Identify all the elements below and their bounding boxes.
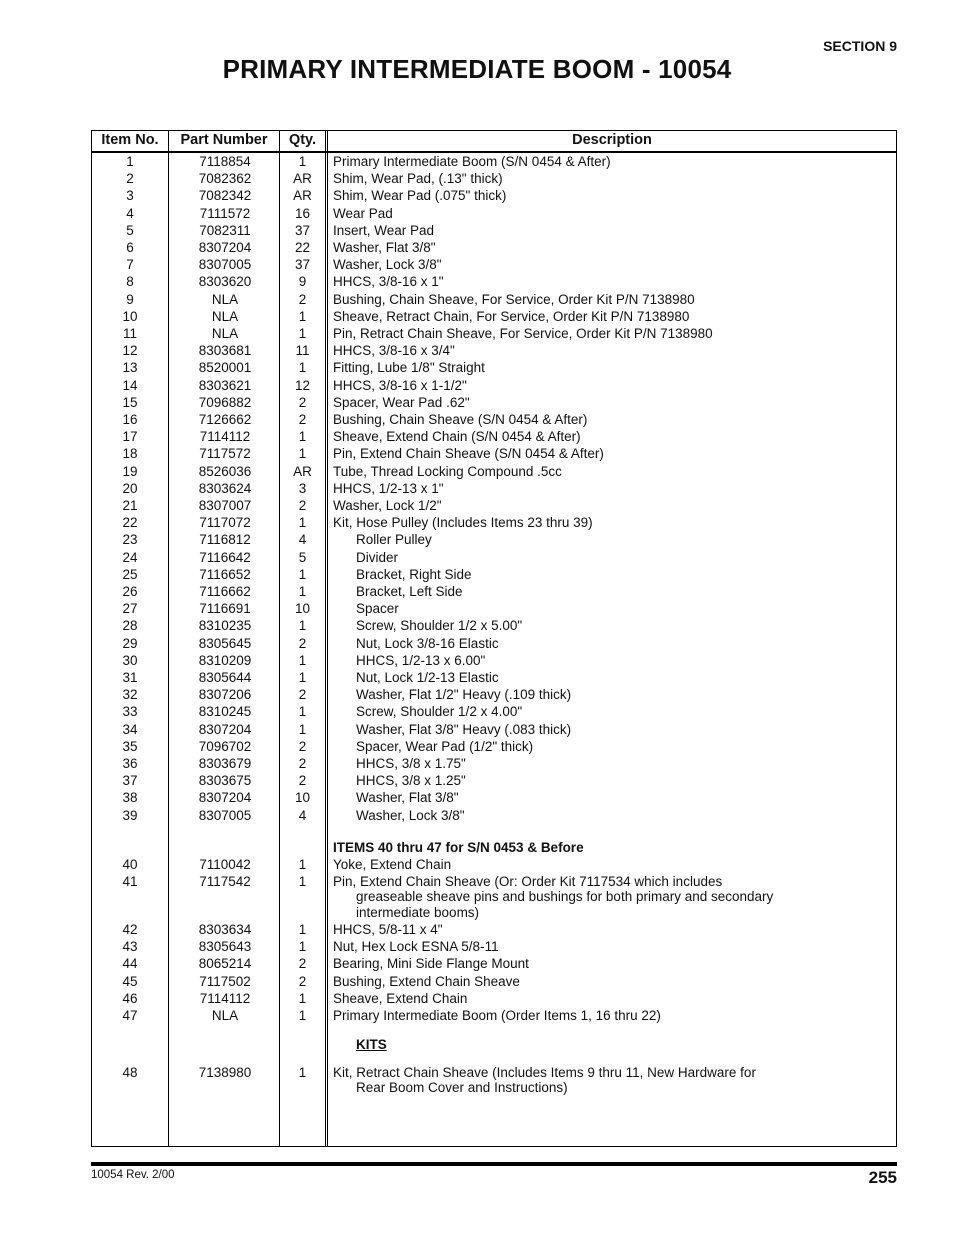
item-number-cell: 12 [122, 343, 138, 359]
description-continuation: intermediate booms) [356, 905, 480, 920]
table-row [92, 652, 896, 669]
part-number-cell: 7114112 [199, 429, 251, 445]
description-cell: Yoke, Extend Chain [333, 857, 452, 872]
description-cell: Pin, Extend Chain Sheave (Or: Order Kit 7117534 which includes [333, 874, 723, 889]
part-number-cell: 7126662 [198, 412, 252, 427]
serial-note: ITEMS 40 thru 47 for S/N 0453 & Before [333, 840, 584, 855]
table-row [92, 239, 896, 256]
part-number-cell: 8305644 [198, 670, 252, 685]
item-number-cell: 39 [122, 807, 138, 823]
qty-cell: 9 [298, 274, 307, 290]
part-number-cell: 8307005 [198, 257, 252, 273]
table-row [92, 921, 896, 938]
qty-cell: 2 [298, 412, 307, 427]
description-cell: Bracket, Left Side [356, 584, 463, 599]
item-number-cell: 1 [126, 154, 134, 169]
table-row [92, 256, 896, 273]
qty-cell: 1 [298, 1065, 307, 1080]
qty-cell: 2 [298, 956, 307, 972]
table-row [92, 377, 896, 394]
description-cell: Sheave, Extend Chain (S/N 0454 & After) [333, 429, 581, 445]
qty-cell: 3 [298, 480, 307, 496]
qty-cell: 1 [298, 652, 307, 668]
part-number-cell: 7117542 [199, 874, 251, 889]
description-cell: Bracket, Right Side [356, 566, 472, 582]
part-number-cell: 7116662 [199, 584, 251, 599]
item-number-cell: 24 [122, 549, 138, 565]
item-number-cell: 35 [122, 738, 138, 754]
table-row [92, 955, 896, 972]
part-number-cell: 8310209 [198, 652, 252, 668]
description-cell: Sheave, Extend Chain [333, 990, 468, 1006]
description-continuation: greaseable sheave pins and bushings for both primary and secondary [356, 889, 774, 904]
item-number-cell: 4 [126, 205, 134, 221]
item-number-cell: 41 [122, 874, 138, 889]
description-continuation: Rear Boom Cover and Instructions) [356, 1080, 568, 1095]
description-cell: Kit, Hose Pulley (Includes Items 23 thru 39) [333, 515, 593, 531]
part-number-cell: 8307204 [198, 721, 252, 737]
item-number-cell: 30 [122, 652, 138, 668]
item-number-cell: 22 [122, 515, 138, 531]
item-number-cell: 25 [122, 566, 138, 582]
table-row [92, 566, 896, 583]
description-cell: Washer, Flat 3/8" Heavy (.083 thick) [356, 721, 572, 737]
table-row [92, 938, 896, 955]
qty-cell: 1 [298, 308, 307, 324]
item-number-cell: 10 [122, 308, 138, 324]
item-number-cell: 26 [122, 584, 138, 599]
table-row [92, 308, 896, 325]
description-cell: Spacer, Wear Pad .62" [333, 394, 470, 410]
part-number-cell: NLA [211, 1008, 239, 1023]
table-row [92, 463, 896, 480]
part-number-cell: 7118854 [199, 154, 251, 169]
qty-cell: 16 [294, 205, 311, 221]
table-row [92, 1007, 896, 1024]
header-part-number: Part Number [180, 132, 268, 148]
part-number-cell: 7116691 [199, 601, 251, 617]
qty-cell: 12 [294, 377, 311, 393]
table-row [92, 342, 896, 359]
description-cell: Insert, Wear Pad [333, 222, 435, 238]
table-row [92, 445, 896, 462]
part-number-cell: 8526036 [198, 463, 252, 479]
item-number-cell: 17 [122, 429, 138, 445]
table-row [92, 170, 896, 187]
qty-cell: 22 [294, 240, 311, 255]
description-cell: Nut, Lock 3/8-16 Elastic [356, 635, 499, 651]
description-cell: Shim, Wear Pad (.075" thick) [333, 188, 507, 204]
part-number-cell: 8303675 [198, 773, 252, 789]
table-row [92, 273, 896, 290]
description-cell: HHCS, 3/8 x 1.25" [356, 773, 466, 789]
table-row [92, 497, 896, 514]
item-number-cell: 27 [122, 601, 138, 617]
table-row [92, 772, 896, 789]
description-cell: Screw, Shoulder 1/2 x 5.00" [356, 618, 523, 634]
part-number-cell: 8520001 [198, 360, 252, 376]
part-number-cell: 7082342 [198, 188, 252, 204]
item-number-cell: 36 [122, 756, 138, 771]
item-number-cell: 13 [122, 360, 138, 376]
description-cell: Washer, Flat 3/8" [333, 240, 436, 255]
parts-table [91, 130, 897, 1147]
description-cell: Bushing, Chain Sheave, For Service, Order Kit P/N 7138980 [333, 291, 695, 307]
part-number-cell: 8303679 [198, 756, 252, 771]
qty-cell: AR [293, 463, 312, 479]
description-cell: Primary Intermediate Boom (Order Items 1, 16 thru 22) [333, 1008, 661, 1023]
qty-cell: 1 [298, 566, 307, 582]
qty-cell: 1 [298, 446, 307, 462]
qty-cell: AR [293, 188, 312, 204]
item-number-cell: 31 [122, 670, 138, 685]
part-number-cell: 7096702 [198, 738, 252, 754]
qty-cell: 1 [298, 326, 307, 341]
qty-cell: 1 [298, 584, 307, 599]
part-number-cell: 8310245 [198, 704, 252, 720]
part-number-cell: NLA [211, 326, 239, 341]
description-cell: Nut, Hex Lock ESNA 5/8-11 [333, 939, 499, 955]
part-number-cell: NLA [211, 308, 239, 324]
description-cell: Pin, Retract Chain Sheave, For Service, Order Kit P/N 7138980 [333, 326, 713, 341]
description-cell: HHCS, 3/8-16 x 1" [333, 274, 444, 290]
qty-cell: 37 [294, 222, 311, 238]
description-cell: HHCS, 3/8-16 x 3/4" [333, 343, 455, 359]
description-cell: Washer, Flat 1/2" Heavy (.109 thick) [356, 687, 572, 703]
part-number-cell: 8305643 [198, 939, 252, 955]
kits-heading: KITS [356, 1037, 387, 1052]
item-number-cell: 43 [122, 939, 138, 955]
table-row [92, 549, 896, 566]
item-number-cell: 14 [122, 377, 138, 393]
description-cell: Shim, Wear Pad, (.13" thick) [333, 171, 503, 187]
description-cell: Washer, Lock 3/8" [356, 807, 465, 823]
table-row [92, 291, 896, 308]
item-number-cell: 8 [126, 274, 134, 290]
section-label: SECTION 9 [823, 38, 897, 54]
table-row [92, 755, 896, 772]
item-number-cell: 47 [122, 1008, 138, 1023]
table-row [92, 531, 896, 548]
table-row [92, 514, 896, 531]
table-row [92, 703, 896, 720]
table-row [92, 1064, 896, 1095]
revision-label: 10054 Rev. 2/00 [91, 1169, 175, 1181]
description-cell: HHCS, 1/2-13 x 1" [333, 480, 444, 496]
table-row [92, 873, 896, 920]
table-row [92, 856, 896, 873]
qty-cell: 1 [298, 721, 307, 737]
qty-cell: 2 [298, 498, 307, 513]
qty-cell: 4 [298, 532, 307, 548]
part-number-cell: 8307007 [198, 498, 252, 513]
table-row [92, 635, 896, 652]
part-number-cell: 7082311 [199, 222, 251, 238]
item-number-cell: 33 [122, 704, 138, 720]
part-number-cell: 8305645 [198, 635, 252, 651]
description-cell: HHCS, 5/8-11 x 4" [333, 922, 443, 937]
item-number-cell: 11 [122, 326, 137, 341]
part-number-cell: 7116652 [199, 566, 251, 582]
part-number-cell: 7117502 [199, 973, 251, 989]
item-number-cell: 9 [126, 291, 134, 307]
qty-cell: 2 [298, 973, 307, 989]
part-number-cell: 8303624 [198, 480, 252, 496]
qty-cell: 2 [298, 635, 307, 651]
part-number-cell: 8310235 [198, 618, 252, 634]
item-number-cell: 23 [122, 532, 138, 548]
part-number-cell: 7117072 [199, 515, 251, 531]
qty-cell: 1 [298, 990, 307, 1006]
item-number-cell: 21 [122, 498, 138, 513]
qty-cell: 1 [298, 922, 307, 937]
header-qty: Qty. [288, 132, 317, 148]
item-number-cell: 18 [122, 446, 138, 462]
part-number-cell: 7117572 [199, 446, 251, 462]
table-row [92, 583, 896, 600]
part-number-cell: 7096882 [198, 394, 252, 410]
part-number-cell: 8303621 [198, 377, 252, 393]
item-number-cell: 29 [122, 635, 138, 651]
item-number-cell: 2 [126, 171, 134, 187]
description-cell: HHCS, 3/8-16 x 1-1/2" [333, 377, 467, 393]
qty-cell: 1 [298, 939, 307, 955]
part-number-cell: 7138980 [198, 1065, 252, 1080]
description-cell: Roller Pulley [356, 532, 432, 548]
table-row [92, 617, 896, 634]
table-row [92, 153, 896, 170]
description-cell: Spacer [356, 601, 399, 617]
qty-cell: 4 [298, 807, 307, 823]
part-number-cell: 8307204 [198, 240, 252, 255]
part-number-cell: 8307206 [198, 687, 252, 703]
part-number-cell: 7114112 [199, 990, 251, 1006]
description-cell: Kit, Retract Chain Sheave (Includes Items 9 thru 11, New Hardware for [333, 1065, 756, 1080]
qty-cell: 5 [298, 549, 307, 565]
part-number-cell: 8307005 [198, 807, 252, 823]
qty-cell: 10 [294, 601, 311, 617]
description-cell: Sheave, Retract Chain, For Service, Order Kit P/N 7138980 [333, 308, 690, 324]
description-cell: Bearing, Mini Side Flange Mount [333, 956, 529, 972]
description-cell: Divider [356, 549, 399, 565]
table-row [92, 428, 896, 445]
part-number-cell: 7116642 [199, 549, 251, 565]
item-number-cell: 34 [122, 721, 138, 737]
description-cell: Primary Intermediate Boom (S/N 0454 & After) [333, 154, 611, 169]
description-cell: Bushing, Extend Chain Sheave [333, 973, 520, 989]
page-title: PRIMARY INTERMEDIATE BOOM - 10054 [222, 54, 732, 84]
item-number-cell: 20 [122, 480, 138, 496]
part-number-cell: 7110042 [199, 857, 251, 872]
table-row [92, 686, 896, 703]
item-number-cell: 37 [122, 773, 138, 789]
footer-rule [91, 1162, 897, 1166]
part-number-cell: 7082362 [198, 171, 252, 187]
qty-cell: 1 [298, 429, 307, 445]
header-item-no: Item No. [101, 132, 159, 148]
qty-cell: 11 [295, 343, 310, 359]
part-number-cell: 8303681 [198, 343, 252, 359]
description-cell: HHCS, 1/2-13 x 6.00" [356, 652, 486, 668]
table-row [92, 789, 896, 806]
description-cell: HHCS, 3/8 x 1.75" [356, 756, 466, 771]
qty-cell: 37 [294, 257, 311, 273]
description-cell: Tube, Thread Locking Compound .5cc [333, 463, 562, 479]
qty-cell: 10 [294, 790, 311, 806]
part-number-cell: 7111572 [199, 205, 251, 221]
item-number-cell: 16 [122, 412, 138, 427]
description-cell: Wear Pad [333, 205, 393, 221]
table-row [92, 411, 896, 428]
table-row [92, 738, 896, 755]
qty-cell: 2 [298, 756, 307, 771]
qty-cell: 2 [298, 687, 307, 703]
table-row [92, 187, 896, 204]
qty-cell: 1 [298, 154, 307, 169]
table-row [92, 359, 896, 376]
qty-cell: AR [293, 171, 312, 187]
qty-cell: 2 [298, 394, 307, 410]
qty-cell: 1 [298, 515, 307, 531]
description-cell: Bushing, Chain Sheave (S/N 0454 & After) [333, 412, 588, 427]
part-number-cell: 8065214 [198, 956, 252, 972]
part-number-cell: 8307204 [198, 790, 252, 806]
item-number-cell: 19 [122, 463, 138, 479]
description-cell: Screw, Shoulder 1/2 x 4.00" [356, 704, 523, 720]
item-number-cell: 45 [122, 973, 138, 989]
part-number-cell: NLA [211, 291, 239, 307]
item-number-cell: 7 [126, 257, 134, 273]
table-row [92, 973, 896, 990]
part-number-cell: 7116812 [199, 532, 251, 548]
item-number-cell: 46 [122, 990, 138, 1006]
item-number-cell: 15 [122, 394, 138, 410]
table-row [92, 807, 896, 824]
part-number-cell: 8303634 [198, 922, 252, 937]
item-number-cell: 28 [122, 618, 138, 634]
description-cell: Pin, Extend Chain Sheave (S/N 0454 & After) [333, 446, 604, 462]
item-number-cell: 42 [122, 922, 138, 937]
page-number: 255 [868, 1168, 897, 1187]
qty-cell: 2 [298, 291, 307, 307]
description-cell: Spacer, Wear Pad (1/2" thick) [356, 738, 534, 754]
qty-cell: 1 [298, 857, 307, 872]
table-row [92, 222, 896, 239]
description-cell: Washer, Lock 3/8" [333, 257, 442, 273]
qty-cell: 2 [298, 738, 307, 754]
item-number-cell: 3 [126, 188, 134, 204]
item-number-cell: 6 [126, 240, 134, 255]
table-row [92, 394, 896, 411]
item-number-cell: 44 [122, 956, 138, 972]
table-row [92, 480, 896, 497]
qty-cell: 1 [298, 618, 307, 634]
table-row [92, 669, 896, 686]
table-row [92, 990, 896, 1007]
qty-cell: 1 [298, 360, 307, 376]
item-number-cell: 38 [122, 790, 138, 806]
description-cell: Fitting, Lube 1/8" Straight [333, 360, 485, 376]
item-number-cell: 32 [122, 687, 138, 703]
header-description: Description [572, 132, 652, 148]
item-number-cell: 40 [122, 857, 138, 872]
description-cell: Nut, Lock 1/2-13 Elastic [356, 670, 499, 685]
qty-cell: 1 [298, 1008, 307, 1023]
description-cell: Washer, Flat 3/8" [356, 790, 459, 806]
qty-cell: 2 [298, 773, 307, 789]
description-cell: Washer, Lock 1/2" [333, 498, 442, 513]
table-row [92, 600, 896, 617]
item-number-cell: 48 [122, 1065, 138, 1080]
item-number-cell: 5 [126, 222, 134, 238]
qty-cell: 1 [298, 704, 307, 720]
qty-cell: 1 [298, 670, 307, 685]
table-row [92, 325, 896, 342]
table-row [92, 721, 896, 738]
qty-cell: 1 [298, 874, 307, 889]
part-number-cell: 8303620 [198, 274, 252, 290]
table-row [92, 205, 896, 222]
